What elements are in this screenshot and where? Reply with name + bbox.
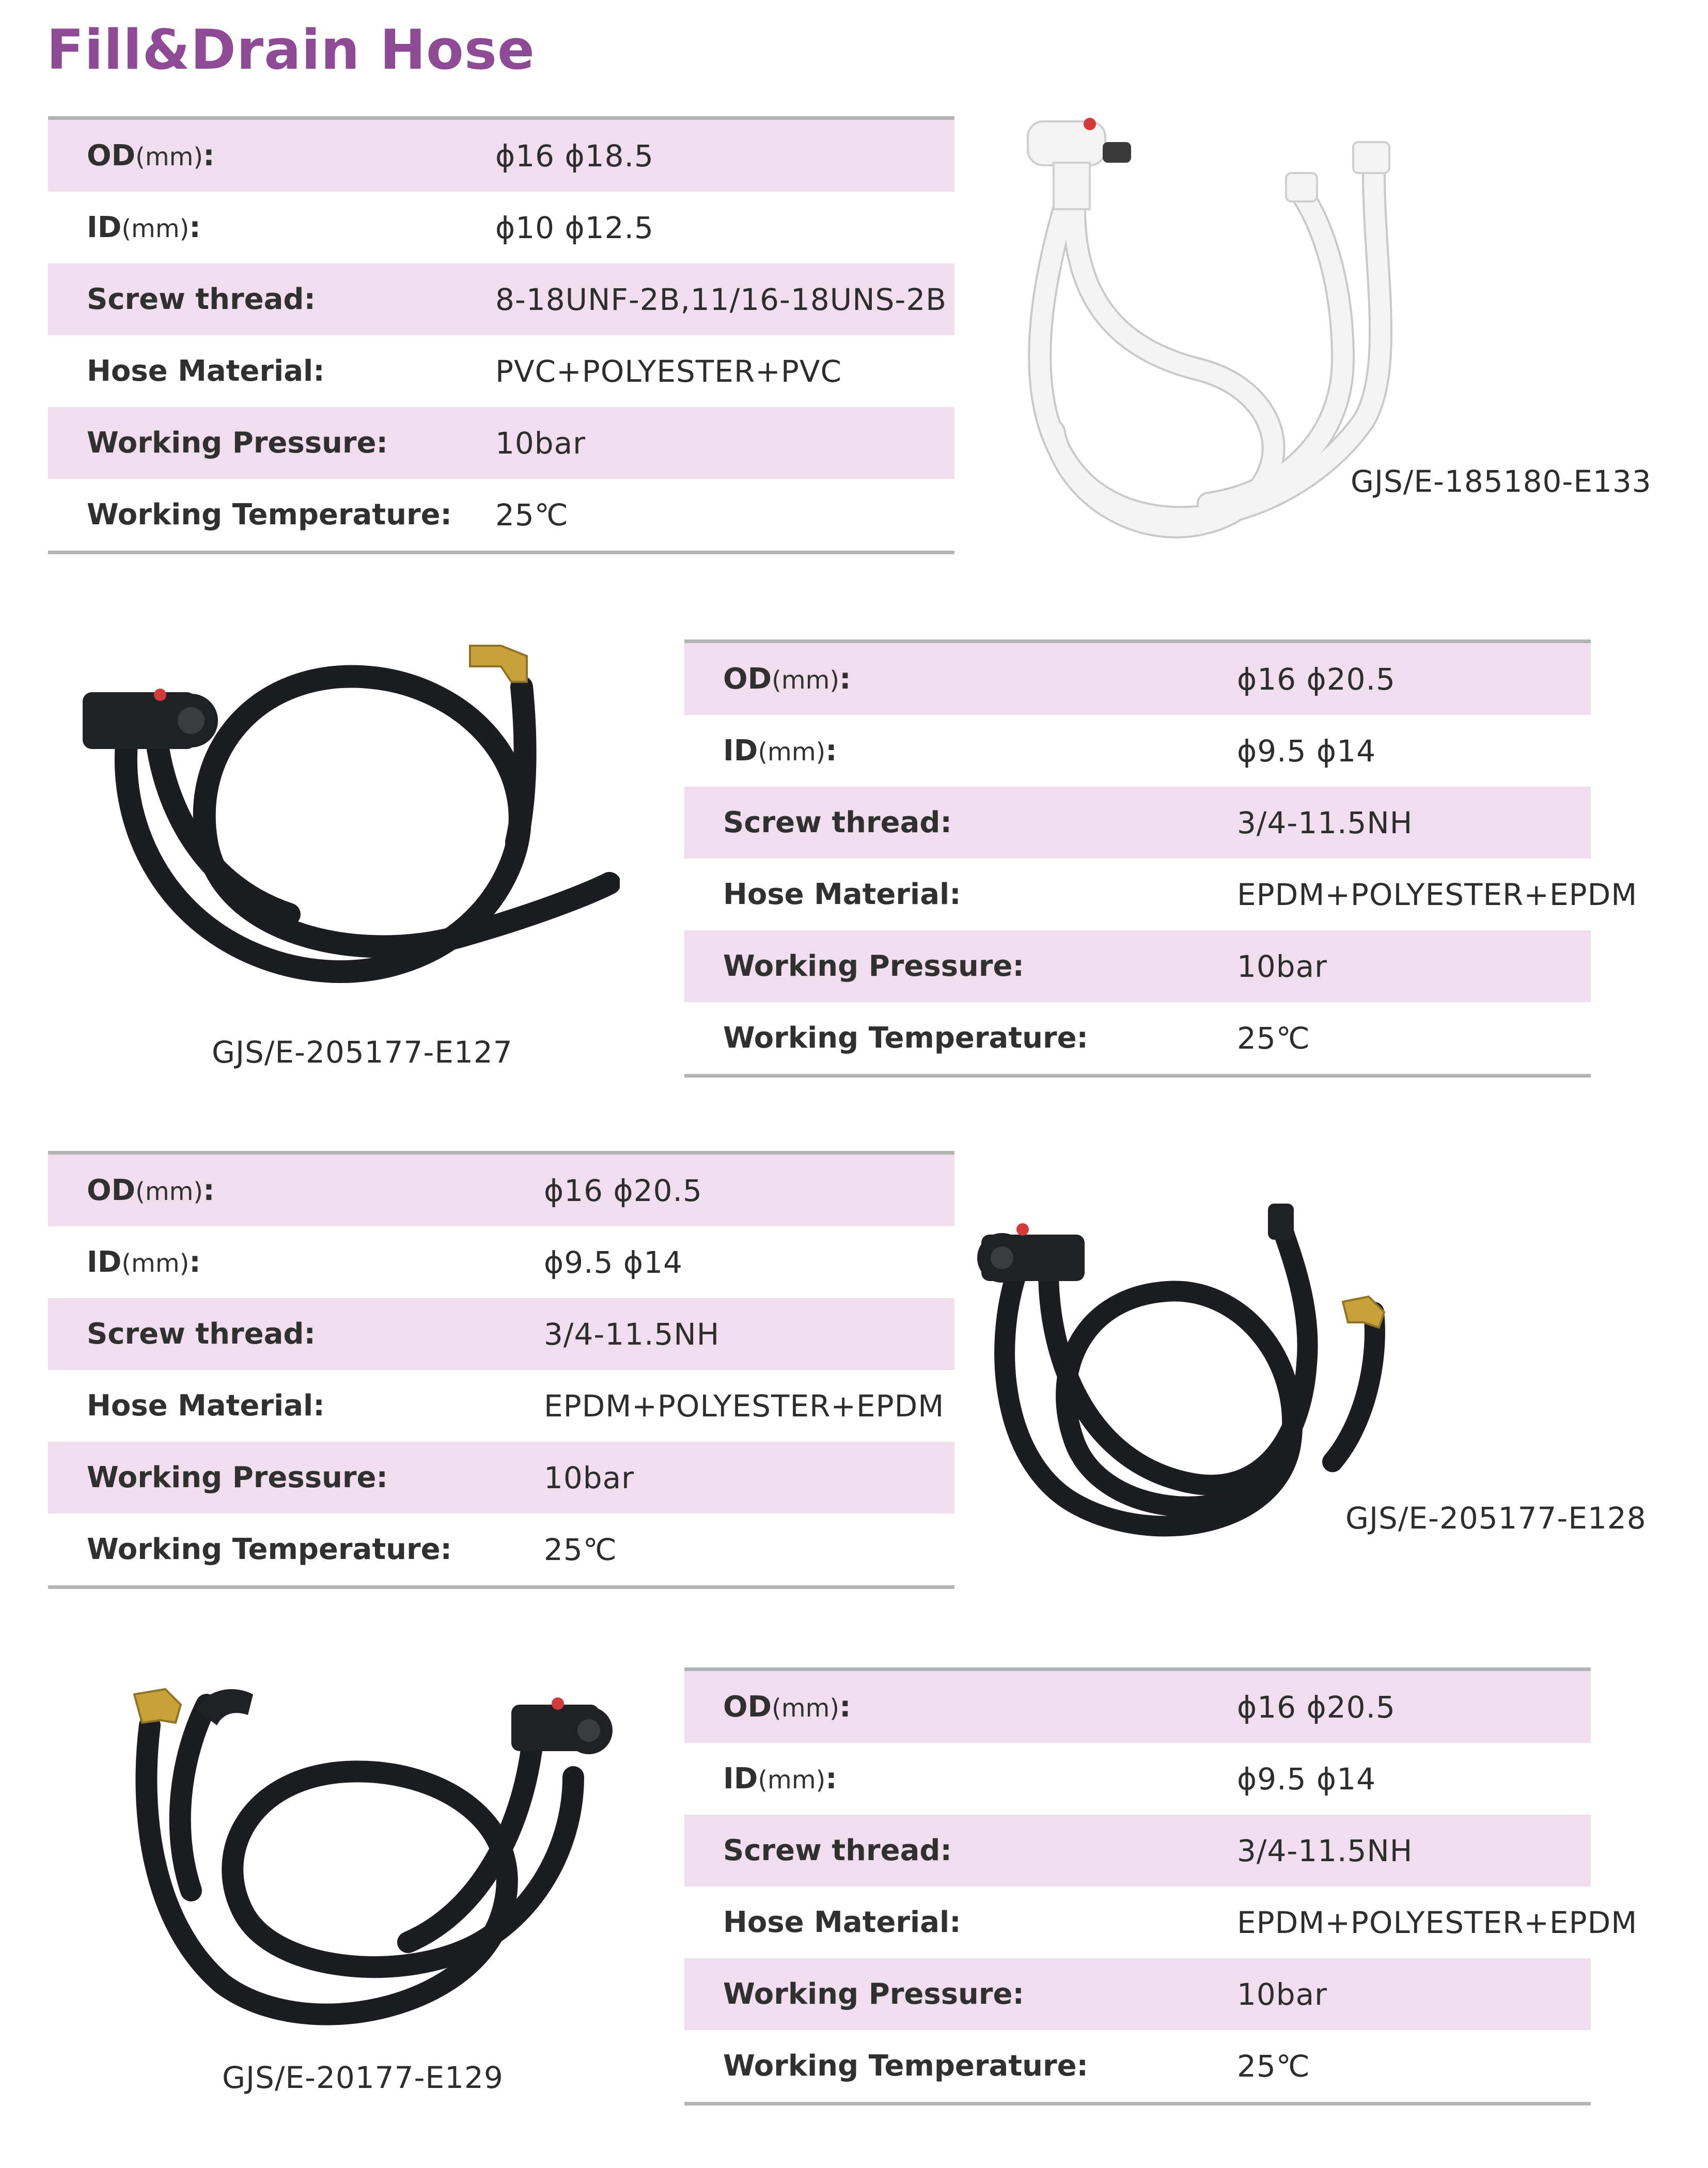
spec-row-working-pressure <box>48 407 954 479</box>
spec-value-od: ϕ16 ϕ20.5 <box>544 1173 702 1208</box>
spec-label-screw-thread: Screw thread: <box>87 283 316 316</box>
spec-row-working-temperature <box>684 1002 1591 1074</box>
spec-value-working-pressure: 10bar <box>544 1460 635 1495</box>
spec-value-id: ϕ9.5 ϕ14 <box>544 1244 683 1280</box>
spec-value-od: ϕ16 ϕ18.5 <box>495 138 654 174</box>
spec-value-screw-thread: 3/4-11.5NH <box>1237 1833 1413 1868</box>
spec-row-working-pressure <box>48 1442 954 1514</box>
hose-image-e129 <box>119 1674 625 2035</box>
spec-value-hose-material: EPDM+POLYESTER+EPDM <box>1237 877 1638 912</box>
spec-value-od: ϕ16 ϕ20.5 <box>1237 1689 1396 1725</box>
spec-label-od: OD(mm): <box>723 1690 851 1724</box>
spec-row-working-pressure <box>684 930 1591 1002</box>
spec-label-screw-thread: Screw thread: <box>723 1834 952 1867</box>
spec-row-hose-material <box>684 859 1638 930</box>
spec-label-working-pressure: Working Pressure: <box>87 426 388 460</box>
spec-table-e133 <box>48 116 954 554</box>
spec-table-e127 <box>684 640 1638 1078</box>
spec-row-od <box>684 643 1591 715</box>
spec-row-id <box>684 1743 1591 1815</box>
spec-value-screw-thread: 8-18UNF-2B,11/16-18UNS-2B <box>495 282 947 317</box>
spec-value-od: ϕ16 ϕ20.5 <box>1237 661 1396 697</box>
spec-row-working-temperature <box>48 1514 954 1585</box>
spec-value-id: ϕ10 ϕ12.5 <box>495 210 654 245</box>
spec-label-working-temperature: Working Temperature: <box>723 1021 1088 1055</box>
product-code: GJS/E-205177-E128 <box>1345 1501 1647 1536</box>
spec-row-hose-material <box>48 335 954 407</box>
spec-row-screw-thread <box>48 263 954 335</box>
spec-label-hose-material: Hose Material: <box>87 1389 325 1423</box>
spec-table-e128 <box>48 1151 954 1589</box>
product-code: GJS/E-205177-E127 <box>212 1035 513 1070</box>
spec-value-screw-thread: 3/4-11.5NH <box>1237 805 1413 840</box>
spec-value-working-temperature: 25℃ <box>1237 2048 1310 2084</box>
spec-value-id: ϕ9.5 ϕ14 <box>1237 1761 1376 1797</box>
spec-label-id: ID(mm): <box>723 734 837 768</box>
spec-label-id: ID(mm): <box>723 1762 837 1796</box>
spec-value-screw-thread: 3/4-11.5NH <box>544 1316 720 1352</box>
spec-label-hose-material: Hose Material: <box>723 878 961 911</box>
spec-row-screw-thread <box>684 787 1591 859</box>
spec-label-screw-thread: Screw thread: <box>723 806 952 839</box>
spec-table-e129 <box>684 1667 1638 2105</box>
hose-image-e133 <box>1012 111 1405 545</box>
product-code: GJS/E-185180-E133 <box>1351 464 1652 499</box>
spec-label-working-pressure: Working Pressure: <box>87 1461 388 1494</box>
spec-value-working-temperature: 25℃ <box>544 1532 617 1567</box>
spec-value-working-pressure: 10bar <box>1237 1976 1328 2012</box>
spec-row-screw-thread <box>684 1815 1591 1886</box>
spec-label-od: OD(mm): <box>723 662 851 696</box>
spec-value-hose-material: EPDM+POLYESTER+EPDM <box>1237 1905 1638 1940</box>
spec-row-hose-material <box>48 1370 954 1442</box>
spec-label-id: ID(mm): <box>87 211 201 244</box>
spec-value-working-temperature: 25℃ <box>1237 1020 1310 1056</box>
spec-row-id <box>48 1226 954 1298</box>
spec-label-working-pressure: Working Pressure: <box>723 1977 1024 2011</box>
spec-label-od: OD(mm): <box>87 1174 215 1207</box>
spec-row-id <box>684 715 1591 787</box>
spec-row-screw-thread <box>48 1298 954 1370</box>
spec-label-hose-material: Hose Material: <box>723 1906 961 1939</box>
spec-value-working-pressure: 10bar <box>495 425 586 461</box>
spec-label-working-temperature: Working Temperature: <box>723 2049 1088 2083</box>
spec-row-od <box>684 1671 1591 1743</box>
spec-value-working-temperature: 25℃ <box>495 497 569 533</box>
page-title: Fill&Drain Hose <box>46 18 535 82</box>
spec-row-hose-material <box>684 1886 1638 1958</box>
spec-row-od <box>48 1155 954 1226</box>
spec-label-id: ID(mm): <box>87 1245 201 1279</box>
spec-value-working-pressure: 10bar <box>1237 948 1328 984</box>
spec-label-od: OD(mm): <box>87 139 215 173</box>
spec-row-working-temperature <box>48 479 954 551</box>
spec-value-hose-material: EPDM+POLYESTER+EPDM <box>544 1388 945 1424</box>
spec-row-id <box>48 192 954 263</box>
spec-label-working-temperature: Working Temperature: <box>87 1533 452 1566</box>
spec-label-hose-material: Hose Material: <box>87 354 325 388</box>
product-code: GJS/E-20177-E129 <box>222 2060 504 2095</box>
spec-row-working-pressure <box>684 1958 1591 2030</box>
spec-value-hose-material: PVC+POLYESTER+PVC <box>495 353 842 389</box>
spec-row-working-temperature <box>684 2030 1591 2102</box>
spec-label-screw-thread: Screw thread: <box>87 1317 316 1351</box>
spec-label-working-temperature: Working Temperature: <box>87 498 452 532</box>
spec-label-working-pressure: Working Pressure: <box>723 949 1024 983</box>
spec-value-id: ϕ9.5 ϕ14 <box>1237 733 1376 769</box>
hose-image-e128 <box>971 1193 1394 1555</box>
hose-image-e127 <box>72 625 620 997</box>
spec-row-od <box>48 120 954 192</box>
